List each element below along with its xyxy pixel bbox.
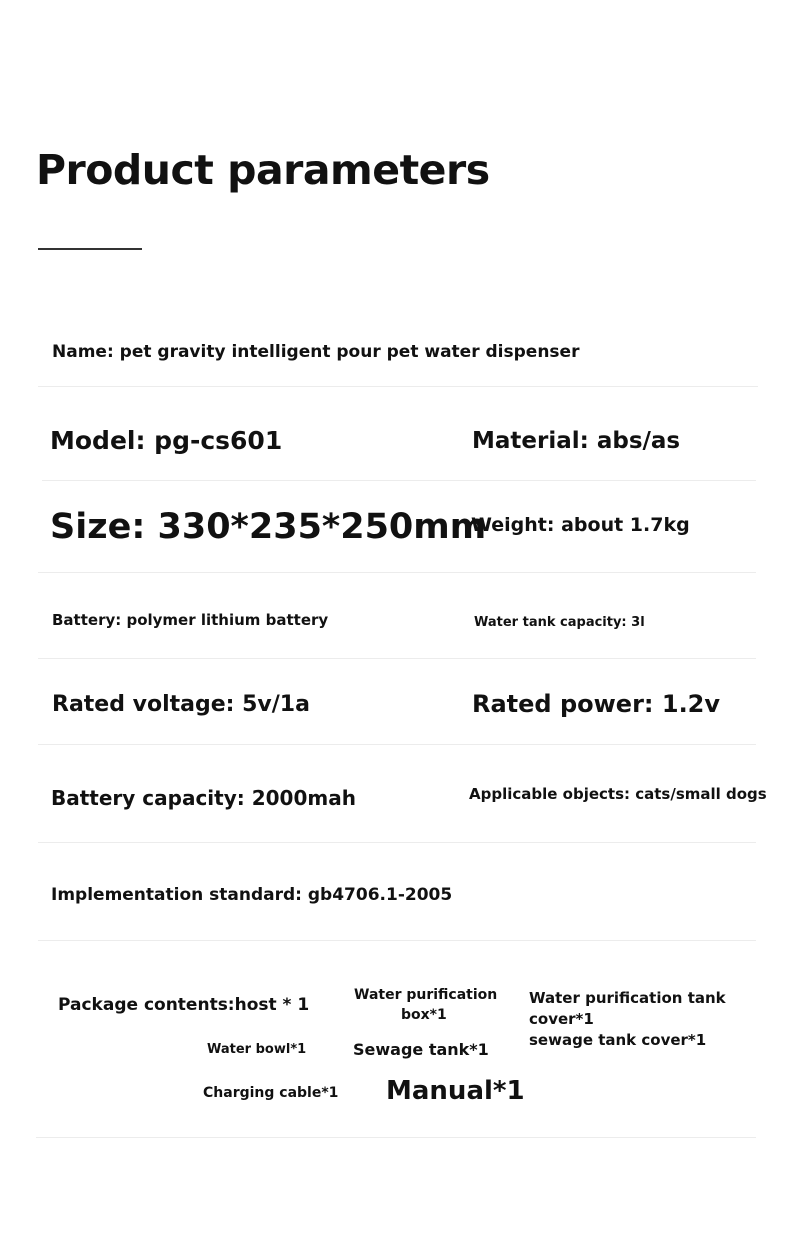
param-rated-power: Rated power: 1.2v <box>472 690 721 718</box>
package-manual: Manual*1 <box>386 1076 525 1106</box>
package-purification-box-line1: Water purification <box>354 987 498 1003</box>
param-water-tank: Water tank capacity: 3l <box>474 615 645 630</box>
row-divider <box>36 1137 756 1138</box>
row-divider <box>38 658 756 659</box>
param-standard: Implementation standard: gb4706.1-2005 <box>51 885 453 905</box>
param-rated-voltage: Rated voltage: 5v/1a <box>52 692 310 717</box>
package-sewage-tank: Sewage tank*1 <box>353 1040 489 1059</box>
param-size: Size: 330*235*250mm <box>50 507 487 547</box>
param-model: Model: pg-cs601 <box>50 426 283 455</box>
row-divider <box>38 842 756 843</box>
row-divider <box>38 572 756 573</box>
row-divider <box>38 386 758 387</box>
row-divider <box>38 940 756 941</box>
param-name: Name: pet gravity intelligent pour pet water dispenser <box>52 342 580 362</box>
package-tank-cover-line2: cover*1 <box>529 1010 594 1028</box>
param-weight: Weight: about 1.7kg <box>471 514 690 536</box>
param-material: Material: abs/as <box>472 428 681 454</box>
row-divider <box>42 480 756 481</box>
page-title: Product parameters <box>36 146 490 194</box>
package-purification-box-line2: box*1 <box>401 1007 447 1023</box>
param-applicable-objects: Applicable objects: cats/small dogs <box>469 785 767 803</box>
param-battery-capacity: Battery capacity: 2000mah <box>51 786 356 810</box>
package-host: Package contents:host * 1 <box>58 995 310 1015</box>
package-water-bowl: Water bowl*1 <box>207 1042 307 1057</box>
title-underline <box>38 248 142 250</box>
param-battery: Battery: polymer lithium battery <box>52 611 329 629</box>
package-tank-cover-line1: Water purification tank <box>529 989 726 1007</box>
package-charging-cable: Charging cable*1 <box>203 1085 339 1101</box>
package-sewage-cover: sewage tank cover*1 <box>529 1031 707 1049</box>
row-divider <box>38 744 756 745</box>
